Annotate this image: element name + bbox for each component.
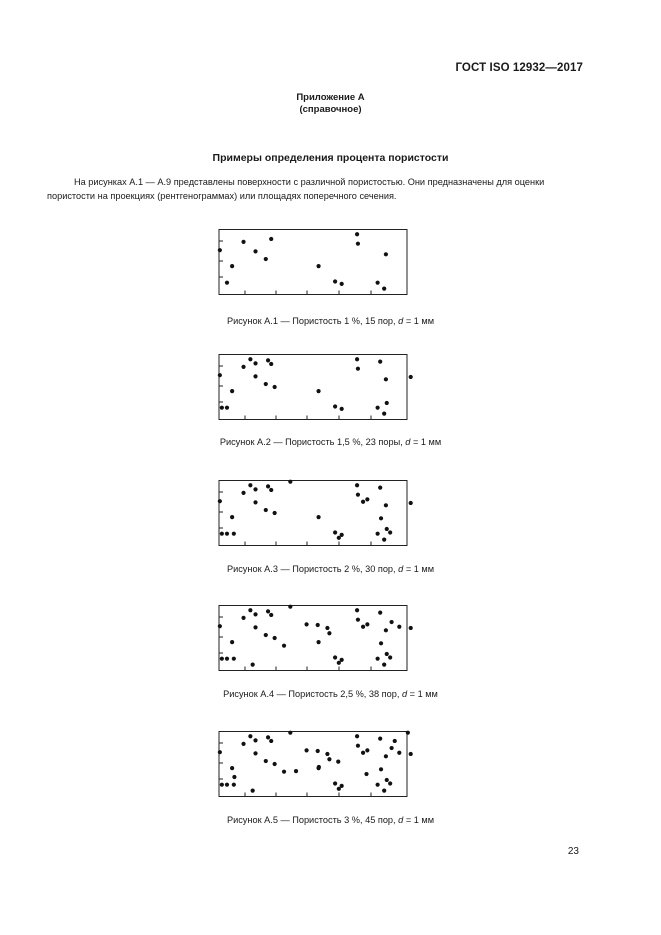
pore-dot [333,404,337,408]
pore-dot [378,485,382,489]
pore-dot [355,608,359,612]
pore-dot [356,744,360,748]
pore-dot [397,625,401,629]
pore-dot [409,501,413,505]
pore-dot [220,783,224,787]
pore-dot [230,515,234,519]
pore-dot [218,499,222,503]
pore-dot [288,480,292,484]
pore-dot [230,264,234,268]
pore-dot [385,527,389,531]
pore-dot [241,240,245,244]
pore-dot [356,618,360,622]
pore-dot [266,735,270,739]
pore-dot [241,742,245,746]
annex-subtitle: (справочное) [299,104,362,115]
pore-dot [282,644,286,648]
pore-dot [336,760,340,764]
pore-dot [325,752,329,756]
pore-dot [251,662,255,666]
porosity-sample-box [213,229,407,298]
figure-caption [0,316,661,326]
pore-dot [361,500,365,504]
caption-text: Рисунок А.5 — Пористость 3 %, 45 пор, [226,815,399,825]
section-title: Примеры определения процента пористости [212,152,449,164]
page-number: 23 [567,846,579,857]
pore-dot [253,361,257,365]
caption-text: Рисунок А.2 — Пористость 1,5 %, 23 поры, [219,437,406,447]
pore-dot [273,636,277,640]
pore-dot [378,610,382,614]
pore-dot [356,367,360,371]
pore-dot [230,640,234,644]
pore-dot [384,754,388,758]
porosity-figure [0,731,661,829]
pore-dot [388,530,392,534]
pore-dot [264,508,268,512]
pore-dot [356,493,360,497]
pore-dot [356,242,360,246]
pore-dot [241,365,245,369]
pore-dot [253,487,257,491]
pore-dot [225,406,229,410]
pore-dot [253,738,257,742]
porosity-sample-box [213,354,407,423]
pore-dot [384,503,388,507]
pore-dot [273,762,277,766]
pore-dot [333,781,337,785]
pore-dot [269,488,273,492]
pore-dot [409,375,413,379]
caption-text: Рисунок А.3 — Пористость 2 %, 30 пор, [226,564,399,574]
pore-dot [316,264,320,268]
pore-dot [376,532,380,536]
pore-dot [225,281,229,285]
pore-dot [288,605,292,609]
pore-dot [337,661,341,665]
annex-heading [0,92,661,116]
pore-dot [218,248,222,252]
pore-dot [378,736,382,740]
pore-dot [220,406,224,410]
pore-dot [378,359,382,363]
pore-dot [266,609,270,613]
pore-dot [232,783,236,787]
pore-dot [382,662,386,666]
pore-dot [385,778,389,782]
standard-code: ГОСТ ISO 12932—2017 [455,62,583,74]
caption-variable: d [401,689,408,699]
pore-dot [376,783,380,787]
porosity-figure [0,229,661,330]
pore-dot [225,783,229,787]
pore-dot [232,532,236,536]
pore-dot [288,731,292,735]
pore-dot [253,625,257,629]
sample-frame [219,481,407,546]
pore-dot [316,623,320,627]
pore-dot [269,613,273,617]
pore-dot [406,731,410,735]
pore-dot [225,532,229,536]
figure-caption [0,815,661,825]
caption-text: = 1 мм [403,564,435,574]
pore-dot [248,734,252,738]
pore-dot [376,657,380,661]
pore-dot [220,657,224,661]
pore-dot [241,616,245,620]
caption-text: Рисунок А.4 — Пористость 2,5 %, 38 пор, [223,689,402,699]
pore-dot [327,631,331,635]
pore-dot [316,389,320,393]
pore-dot [316,640,320,644]
pore-dot [327,757,331,761]
pore-dot [230,389,234,393]
pore-dot [355,483,359,487]
porosity-sample-box [213,605,407,674]
pore-dot [365,622,369,626]
pore-dot [385,652,389,656]
pore-dot [365,748,369,752]
pore-dot [317,765,321,769]
pore-dot [376,281,380,285]
pore-dot [230,766,234,770]
pore-dot [325,626,329,630]
pore-dot [355,357,359,361]
pore-dot [397,751,401,755]
pore-dot [264,382,268,386]
pore-dot [364,772,368,776]
pore-dot [304,622,308,626]
pore-dot [337,536,341,540]
pore-dot [269,362,273,366]
pore-dot [264,759,268,763]
pore-dot [294,769,298,773]
caption-variable: d [398,564,404,574]
pore-dot [273,385,277,389]
pore-dot [266,358,270,362]
pore-dot [384,252,388,256]
porosity-sample-box [213,480,407,549]
porosity-sample-box [213,731,407,800]
pore-dot [333,655,337,659]
pore-dot [409,752,413,756]
figure-caption [0,564,661,574]
pore-dot [220,532,224,536]
pore-dot [282,770,286,774]
pore-dot [337,787,341,791]
caption-variable: d [405,437,411,447]
figure-caption [0,437,661,447]
pore-dot [253,612,257,616]
pore-dot [248,608,252,612]
pore-dot [225,657,229,661]
pore-dot [266,484,270,488]
figure-caption [0,689,661,699]
sample-frame [219,732,407,797]
intro-paragraph: На рисунках А.1 — А.9 представлены поверхности с различной пористостью. Они предназначены для оценки пористости на проекциях (рентгенограммах) или площадях поперечного сечения. [47,177,545,201]
pore-dot [232,657,236,661]
pore-dot [388,781,392,785]
pore-dot [264,257,268,261]
pore-dot [390,620,394,624]
pore-dot [340,282,344,286]
porosity-figure [0,354,661,451]
caption-text: = 1 мм [407,689,438,699]
pore-dot [382,286,386,290]
pore-dot [218,624,222,628]
pore-dot [382,537,386,541]
porosity-figure [0,605,661,703]
pore-dot [365,497,369,501]
pore-dot [316,749,320,753]
pore-dot [269,739,273,743]
caption-text: Рисунок А.1 — Пористость 1 %, 15 пор, [226,316,399,326]
pore-dot [333,530,337,534]
caption-variable: d [398,316,404,326]
sample-frame [219,355,407,420]
pore-dot [269,237,273,241]
pore-dot [340,407,344,411]
pore-dot [355,232,359,236]
pore-dot [382,411,386,415]
pore-dot [361,751,365,755]
pore-dot [376,406,380,410]
pore-dot [385,401,389,405]
caption-text: = 1 мм [410,437,442,447]
pore-dot [251,788,255,792]
pore-dot [355,734,359,738]
pore-dot [388,655,392,659]
pore-dot [379,516,383,520]
pore-dot [382,788,386,792]
pore-dot [248,357,252,361]
pore-dot [384,628,388,632]
pore-dot [241,491,245,495]
pore-dot [248,483,252,487]
pore-dot [218,373,222,377]
caption-variable: d [398,815,404,825]
pore-dot [232,775,236,779]
pore-dot [264,633,268,637]
pore-dot [379,641,383,645]
annex-title: Приложение А [296,92,365,103]
caption-text: = 1 мм [403,815,435,825]
pore-dot [393,739,397,743]
pore-dot [361,625,365,629]
pore-dot [253,249,257,253]
pore-dot [304,748,308,752]
pore-dot [273,511,277,515]
pore-dot [390,746,394,750]
sample-frame [219,606,407,671]
pore-dot [333,279,337,283]
pore-dot [379,767,383,771]
sample-frame [219,230,407,295]
pore-dot [253,500,257,504]
porosity-figure [0,480,661,578]
caption-text: = 1 мм [403,316,435,326]
pore-dot [409,626,413,630]
pore-dot [253,751,257,755]
pore-dot [316,515,320,519]
pore-dot [253,374,257,378]
pore-dot [384,377,388,381]
pore-dot [218,750,222,754]
